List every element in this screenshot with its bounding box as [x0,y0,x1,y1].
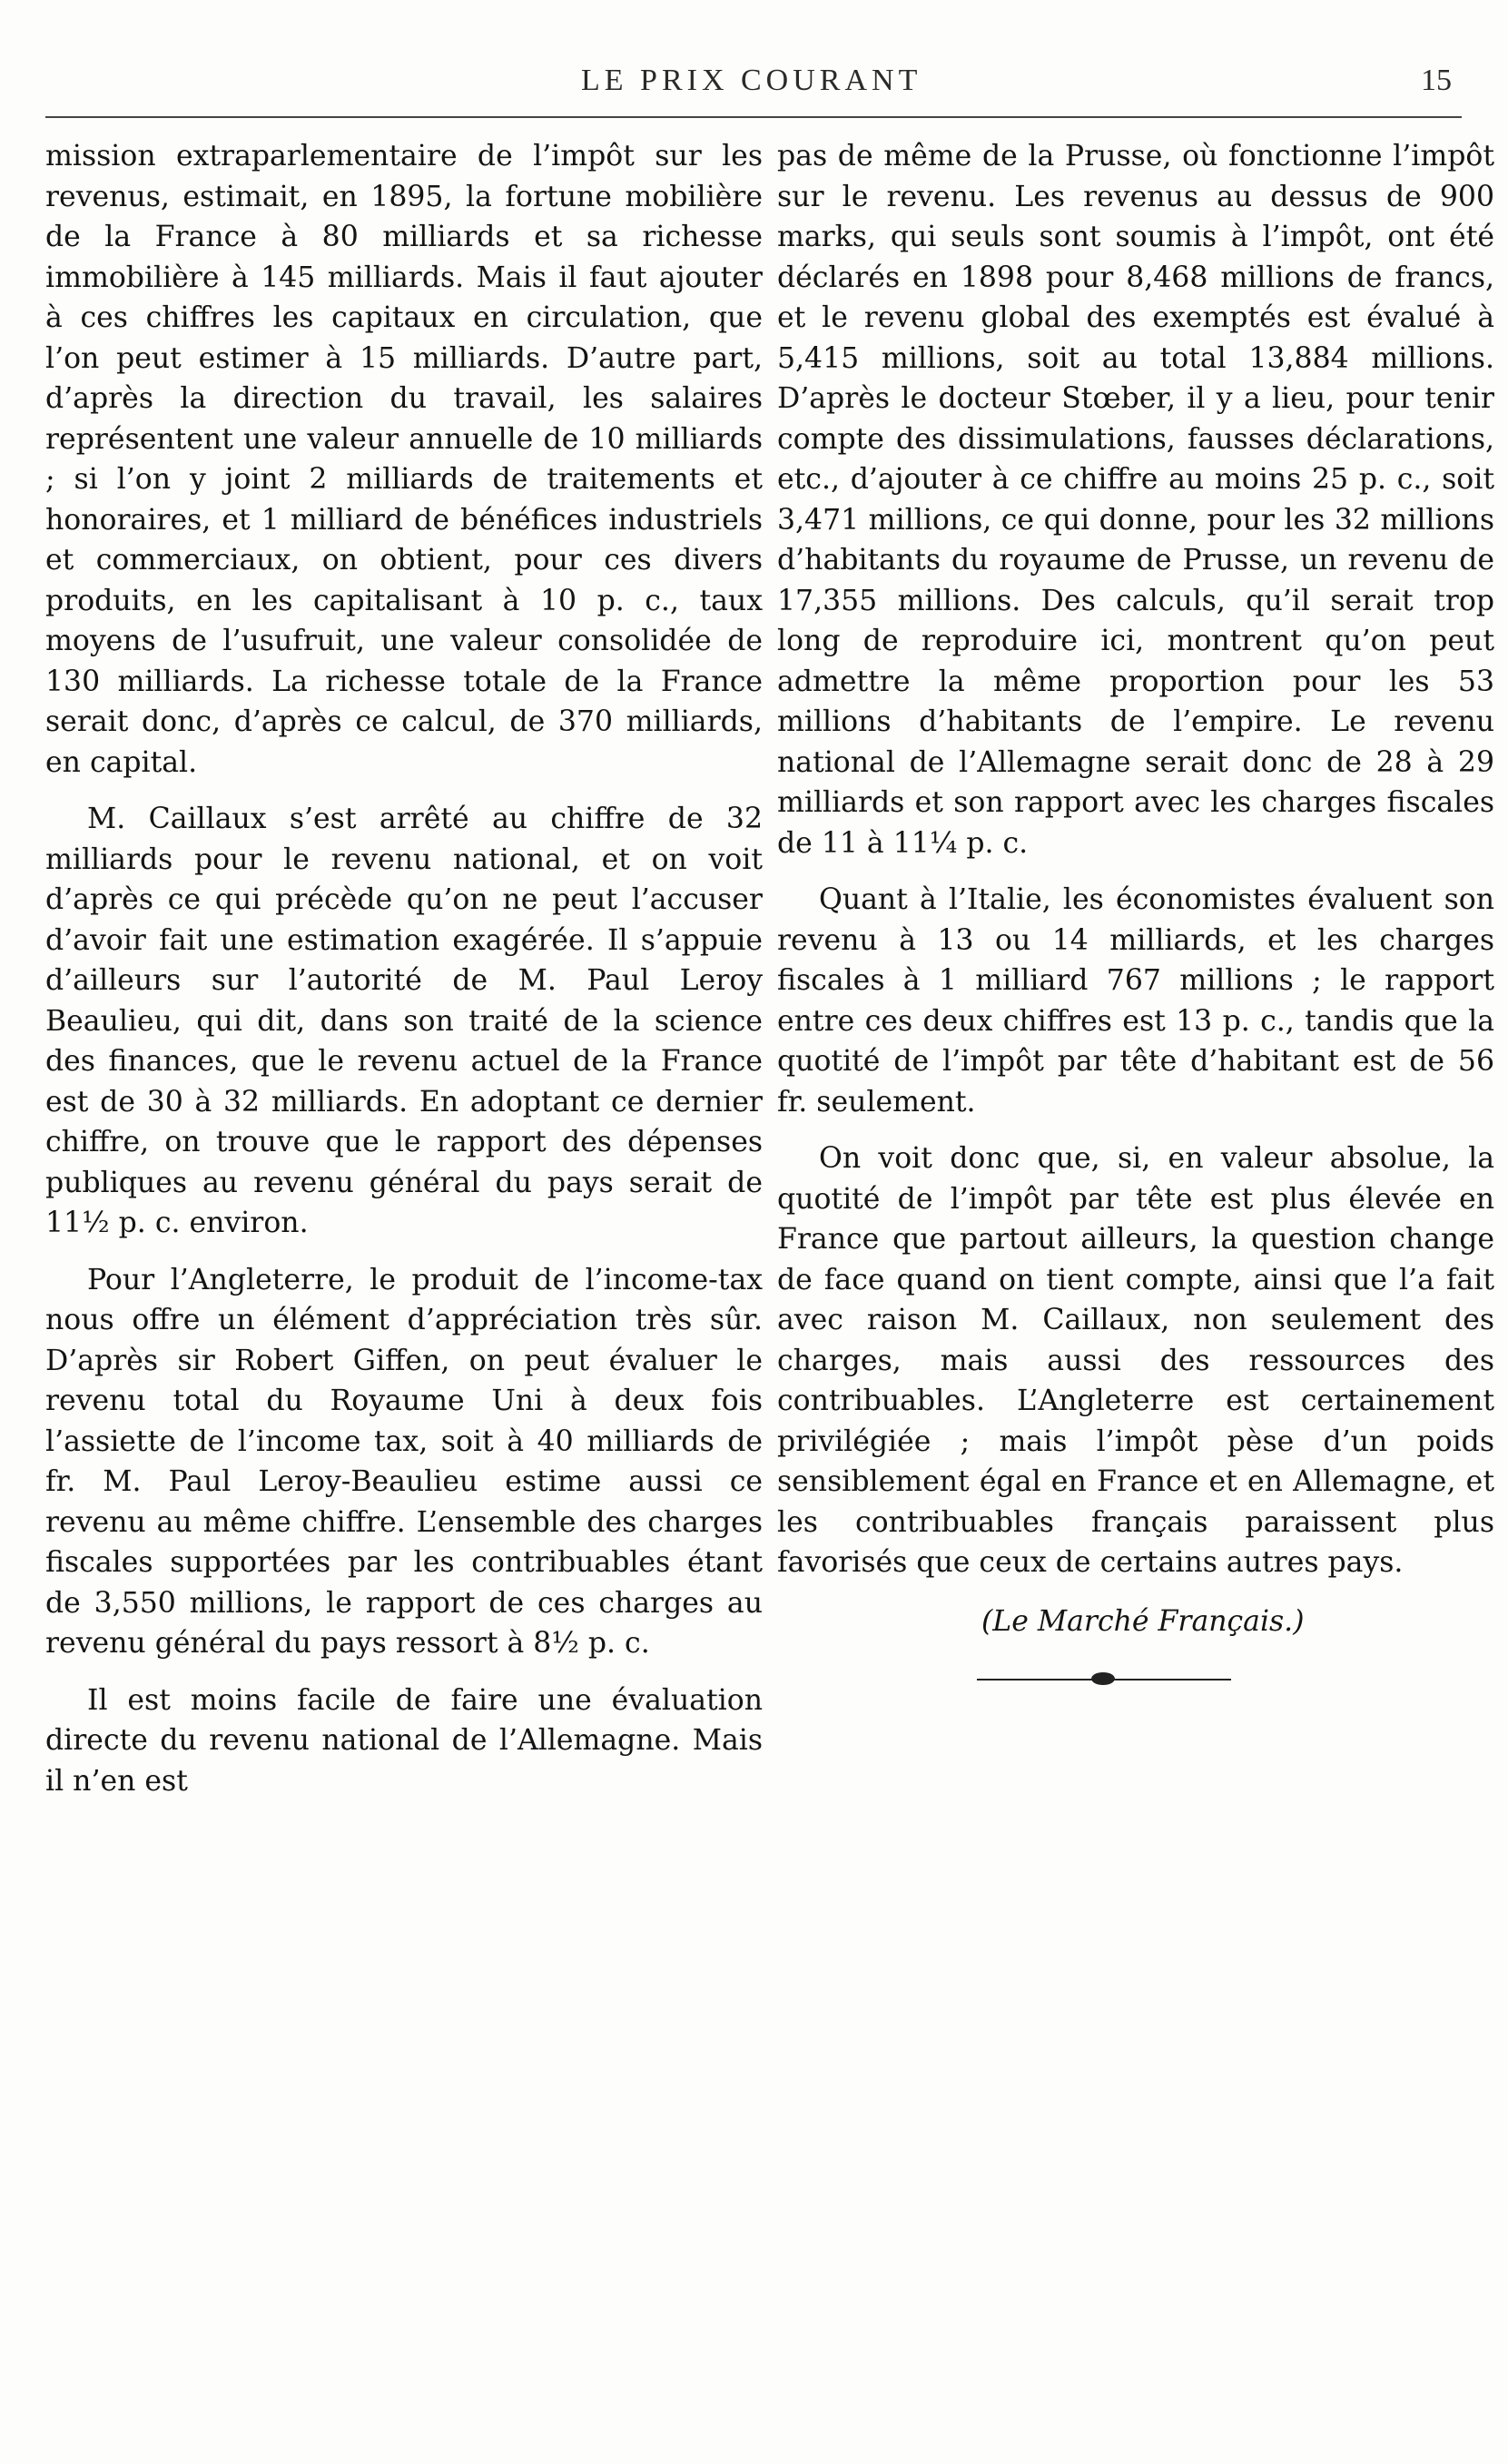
running-head [0,64,1508,109]
header-rule [45,116,1462,118]
ornament-diamond-icon [1091,1672,1115,1685]
left-column [45,136,763,2415]
page-number: 15 [1421,64,1452,97]
paragraph: Il est moins facile de faire une évaluation directe du revenu national de l’Allemagne. Mais il n’en est [45,1683,763,1798]
source-attribution: (Le Marché Français.) [981,1604,1305,1638]
paragraph: M. Caillaux s’est arrêté au chiffre de 32 milliards pour le revenu national, et on voit d’après ce qui précède qu’on ne peut l’accuser d’avoir fait une estimation exagérée. Il s’appuie d’ailleurs sur l’autorité de M. Paul Leroy Beaulieu, qui dit, dans son traité de la science des finances, que le revenu actuel de la France est de 30 à 32 milliards. En adoptant ce dernier chiffre, on trouve que le rapport des dépenses publiques au revenu général du pays serait de 11½ p. c. environ. [45,803,763,1239]
paragraph: pas de même de la Prusse, où fonctionne l’impôt sur le revenu. Les revenus au dessus de 900 marks, qui seuls sont soumis à l’impôt, ont été déclarés en 1898 pour 8,468 millions de francs, et le revenu global des exemptés est évalué à 5,415 millions, soit au total 13,884 millions. D’après le docteur Stœber, il y a lieu, pour tenir compte des dissimulations, fausses déclarations, etc., d’ajouter à ce chiffre au moins 25 p. c., soit 3,471 millions, ce qui donne, pour les 32 millions d’habitants du royaume de Prusse, un revenu de 17,355 millions. Des calculs, qu’il serait trop long de reproduire ici, montrent qu’on peut admettre la même proportion pour les 53 millions d’habitants de l’empire. Le revenu national de l’Allemagne serait donc de 28 à 29 milliards et son rapport avec les charges fiscales de 11 à 11¼ p. c. [777,140,1494,860]
running-title: LE PRIX COURANT [581,64,922,97]
paragraph: mission extraparlementaire de l’impôt sur les revenus, estimait, en 1895, la fortune mobilière de la France à 80 milliards et sa richesse immobilière à 145 milliards. Mais il faut ajouter à ces chiffres les capitaux en circulation, que l’on peut estimer à 15 milliards. D’autre part, d’après la direction du travail, les salaires représentent une valeur annuelle de 10 milliards ; si l’on y joint 2 milliards de traitements et honoraires, et 1 milliard de bénéfices industriels et commerciaux, on obtient, pour ces divers produits, en les capitalisant à 10 p. c., taux moyens de l’usufruit, une valeur consolidée de 130 milliards. La richesse totale de la France serait donc, d’après ce calcul, de 370 milliards, en capital. [45,140,763,779]
right-column [777,136,1494,2415]
paragraph: Quant à l’Italie, les économistes évaluent son revenu à 13 ou 14 milliards, et les charges fiscales à 1 milliard 767 millions ; le rapport entre ces deux chiffres est 13 p. c., tandis que la quotité de l’impôt par tête d’habitant est de 56 fr. seulement. [777,883,1494,1119]
paragraph: On voit donc que, si, en valeur absolue, la quotité de l’impôt par tête est plus élevée en France que partout ailleurs, la question change de face quand on tient compte, ainsi que l’a fait avec raison M. Caillaux, non seulement des charges, mais aussi des ressources des contribuables. L’Angleterre est certainement privilégiée ; mais l’impôt pèse d’un poids sensiblement égal en France et en Allemagne, et les contribuables français paraissent plus favorisés que ceux de certains autres pays. [777,1142,1494,1579]
end-ornament [977,1672,1231,1687]
paragraph: Pour l’Angleterre, le produit de l’income-tax nous offre un élément d’appréciation très sûr. D’après sir Robert Giffen, on peut évaluer le revenu total du Royaume Uni à deux fois l’assiette de l’income tax, soit à 40 milliards de fr. M. Paul Leroy-Beaulieu estime aussi ce revenu au même chiffre. L’ensemble des charges fiscales supportées par les contribuables étant de 3,550 millions, le rapport de ces charges au revenu général du pays ressort à 8½ p. c. [45,1263,763,1660]
